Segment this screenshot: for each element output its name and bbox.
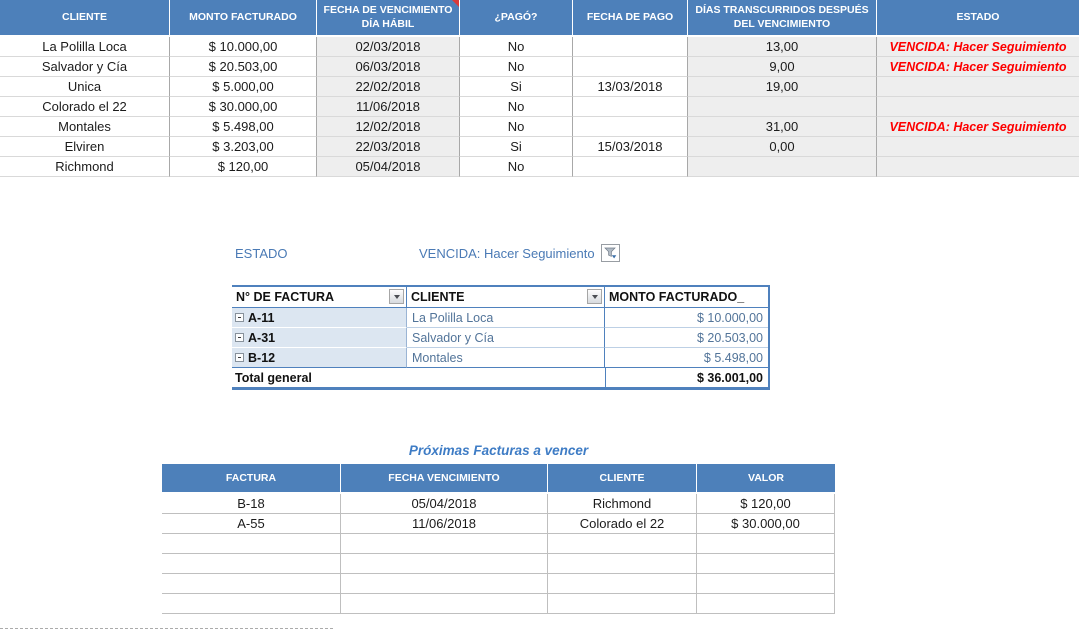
pivot-row-label[interactable] xyxy=(232,308,407,328)
cell-fecha[interactable]: 05/04/2018 xyxy=(341,494,548,514)
cell-cliente[interactable]: La Polilla Loca xyxy=(0,37,170,57)
pivot-cell-monto[interactable]: $ 20.503,00 xyxy=(605,328,768,348)
col-header-pago[interactable]: ¿PAGÓ? xyxy=(460,0,573,35)
cell-factura[interactable]: A-55 xyxy=(162,514,341,534)
cell-fecha[interactable] xyxy=(341,594,548,614)
cell-fecha[interactable]: 11/06/2018 xyxy=(341,514,548,534)
cell-factura[interactable] xyxy=(162,534,341,554)
pivot-col-header-cliente[interactable] xyxy=(407,287,605,307)
upcoming-header-row xyxy=(162,464,835,494)
pivot-total-label[interactable]: Total general xyxy=(235,370,312,385)
cell-pago[interactable]: No xyxy=(460,117,573,137)
cell-fecha[interactable] xyxy=(341,534,548,554)
factura-id: A-11 xyxy=(248,310,275,325)
upcoming-table-title: Próximas Facturas a vencer xyxy=(408,443,589,458)
cell-fecha-pago[interactable] xyxy=(573,97,688,117)
cell-pago[interactable]: No xyxy=(460,157,573,177)
table-row xyxy=(0,37,1079,57)
comment-indicator-icon xyxy=(452,0,459,7)
pivot-row-label[interactable] xyxy=(232,328,407,348)
funnel-icon xyxy=(604,247,617,259)
main-invoice-table xyxy=(0,0,1079,177)
header-label: CLIENTE xyxy=(411,290,465,304)
table-row xyxy=(0,77,1079,97)
cell-estado[interactable] xyxy=(877,157,1079,177)
collapse-icon[interactable] xyxy=(235,313,244,322)
factura-id: A-31 xyxy=(248,330,276,345)
table-row xyxy=(162,574,835,594)
col-header-valor[interactable]: VALOR xyxy=(697,464,835,492)
pivot-filter-value[interactable]: VENCIDA: Hacer Seguimiento xyxy=(419,246,595,261)
cell-cliente[interactable]: Colorado el 22 xyxy=(548,514,697,534)
pivot-cell-cliente[interactable]: Montales xyxy=(407,348,605,368)
pivot-total-row xyxy=(232,368,768,390)
table-row xyxy=(162,554,835,574)
cell-monto[interactable]: $ 20.503,00 xyxy=(170,57,317,77)
pivot-cell-monto[interactable]: $ 10.000,00 xyxy=(605,308,768,328)
header-label: N° DE FACTURA xyxy=(236,290,335,304)
cell-vencimiento[interactable]: 06/03/2018 xyxy=(317,57,460,77)
table-row xyxy=(0,97,1079,117)
dropdown-filter-icon[interactable] xyxy=(389,289,404,304)
cell-dias[interactable]: 31,00 xyxy=(688,117,877,137)
pivot-col-header-factura[interactable] xyxy=(232,287,407,307)
cell-cliente[interactable] xyxy=(548,574,697,594)
cell-vencimiento[interactable]: 05/04/2018 xyxy=(317,157,460,177)
cell-factura[interactable] xyxy=(162,574,341,594)
table-row xyxy=(0,57,1079,77)
cell-vencimiento[interactable]: 22/02/2018 xyxy=(317,77,460,97)
cell-valor[interactable]: $ 120,00 xyxy=(697,494,835,514)
pivot-col-header-monto[interactable] xyxy=(605,287,768,307)
col-header-fecha-vencimiento[interactable]: FECHA VENCIMIENTO xyxy=(341,464,548,492)
table-row xyxy=(162,514,835,534)
cell-estado[interactable]: VENCIDA: Hacer Seguimiento xyxy=(877,117,1079,137)
cell-pago[interactable]: No xyxy=(460,57,573,77)
cell-cliente[interactable]: Richmond xyxy=(548,494,697,514)
pivot-filter-field-label[interactable]: ESTADO xyxy=(235,246,288,261)
col-header-cliente[interactable]: CLIENTE xyxy=(0,0,170,35)
cell-valor[interactable] xyxy=(697,554,835,574)
cell-cliente[interactable] xyxy=(548,594,697,614)
cell-dias[interactable]: 0,00 xyxy=(688,137,877,157)
cell-monto[interactable]: $ 5.498,00 xyxy=(170,117,317,137)
pivot-table xyxy=(232,285,770,390)
factura-id: B-12 xyxy=(248,350,276,365)
cell-dias[interactable]: 13,00 xyxy=(688,37,877,57)
cell-cliente[interactable] xyxy=(548,554,697,574)
cell-cliente[interactable]: Richmond xyxy=(0,157,170,177)
col-header-estado[interactable]: ESTADO xyxy=(877,0,1079,35)
cell-cliente[interactable]: Colorado el 22 xyxy=(0,97,170,117)
cell-dias[interactable]: 19,00 xyxy=(688,77,877,97)
table-row xyxy=(162,534,835,554)
col-header-monto-facturado[interactable]: MONTO FACTURADO xyxy=(170,0,317,35)
collapse-icon[interactable] xyxy=(235,333,244,342)
cell-vencimiento[interactable]: 22/03/2018 xyxy=(317,137,460,157)
col-header-fecha-pago[interactable]: FECHA DE PAGO xyxy=(573,0,688,35)
pivot-row xyxy=(232,308,768,328)
cell-factura[interactable]: B-18 xyxy=(162,494,341,514)
table-row xyxy=(0,117,1079,137)
cell-fecha-pago[interactable]: 13/03/2018 xyxy=(573,77,688,97)
cell-dias[interactable] xyxy=(688,157,877,177)
cell-fecha-pago[interactable]: 15/03/2018 xyxy=(573,137,688,157)
pivot-total-value[interactable]: $ 36.001,00 xyxy=(605,368,768,387)
cell-dias[interactable] xyxy=(688,97,877,117)
pivot-cell-cliente[interactable]: La Polilla Loca xyxy=(407,308,605,328)
cell-vencimiento[interactable]: 12/02/2018 xyxy=(317,117,460,137)
cell-vencimiento[interactable]: 02/03/2018 xyxy=(317,37,460,57)
cell-fecha-pago[interactable] xyxy=(573,117,688,137)
header-label: FECHA DE VENCIMIENTO DÍA HÁBIL xyxy=(323,3,453,30)
cell-dias[interactable]: 9,00 xyxy=(688,57,877,77)
pivot-cell-cliente[interactable]: Salvador y Cía xyxy=(407,328,605,348)
cell-monto[interactable]: $ 120,00 xyxy=(170,157,317,177)
cell-factura[interactable] xyxy=(162,594,341,614)
pivot-row-label[interactable] xyxy=(232,348,407,368)
cell-valor[interactable] xyxy=(697,594,835,614)
cell-estado[interactable]: VENCIDA: Hacer Seguimiento xyxy=(877,57,1079,77)
table-row xyxy=(162,594,835,614)
table-row xyxy=(0,157,1079,177)
cell-vencimiento[interactable]: 11/06/2018 xyxy=(317,97,460,117)
pivot-cell-monto[interactable]: $ 5.498,00 xyxy=(605,348,768,368)
cell-valor[interactable]: $ 30.000,00 xyxy=(697,514,835,534)
table-row xyxy=(0,137,1079,157)
cell-cliente[interactable]: Elviren xyxy=(0,137,170,157)
cell-pago[interactable]: No xyxy=(460,37,573,57)
cell-estado[interactable] xyxy=(877,137,1079,157)
cell-cliente[interactable]: Montales xyxy=(0,117,170,137)
cell-monto[interactable]: $ 3.203,00 xyxy=(170,137,317,157)
col-header-dias-transcurridos[interactable]: DÍAS TRANSCURRIDOS DESPUÉS DEL VENCIMIENTO xyxy=(688,0,877,35)
dropdown-filter-icon[interactable] xyxy=(587,289,602,304)
cell-pago[interactable]: Si xyxy=(460,137,573,157)
cell-valor[interactable] xyxy=(697,574,835,594)
cell-monto[interactable]: $ 30.000,00 xyxy=(170,97,317,117)
cell-fecha-pago[interactable] xyxy=(573,157,688,177)
col-header-fecha-vencimiento[interactable] xyxy=(317,0,460,35)
collapse-icon[interactable] xyxy=(235,353,244,362)
upcoming-table xyxy=(162,464,835,614)
cell-fecha-pago[interactable] xyxy=(573,37,688,57)
cell-cliente[interactable]: Unica xyxy=(0,77,170,97)
cell-pago[interactable]: Si xyxy=(460,77,573,97)
cell-cliente[interactable]: Salvador y Cía xyxy=(0,57,170,77)
cell-monto[interactable]: $ 5.000,00 xyxy=(170,77,317,97)
cell-factura[interactable] xyxy=(162,554,341,574)
pivot-row xyxy=(232,348,768,368)
cell-estado[interactable] xyxy=(877,77,1079,97)
page-break-line xyxy=(0,628,333,629)
col-header-cliente[interactable]: CLIENTE xyxy=(548,464,697,492)
cell-cliente[interactable] xyxy=(548,534,697,554)
header-label: MONTO FACTURADO_ xyxy=(609,290,745,304)
cell-valor[interactable] xyxy=(697,534,835,554)
pivot-header-row xyxy=(232,285,768,308)
cell-monto[interactable]: $ 10.000,00 xyxy=(170,37,317,57)
main-table-header-row xyxy=(0,0,1079,37)
cell-estado[interactable] xyxy=(877,97,1079,117)
pivot-filter-button[interactable] xyxy=(601,244,620,262)
pivot-row xyxy=(232,328,768,348)
cell-pago[interactable]: No xyxy=(460,97,573,117)
cell-fecha[interactable] xyxy=(341,554,548,574)
table-row xyxy=(162,494,835,514)
cell-fecha-pago[interactable] xyxy=(573,57,688,77)
cell-estado[interactable]: VENCIDA: Hacer Seguimiento xyxy=(877,37,1079,57)
cell-fecha[interactable] xyxy=(341,574,548,594)
col-header-factura[interactable]: FACTURA xyxy=(162,464,341,492)
